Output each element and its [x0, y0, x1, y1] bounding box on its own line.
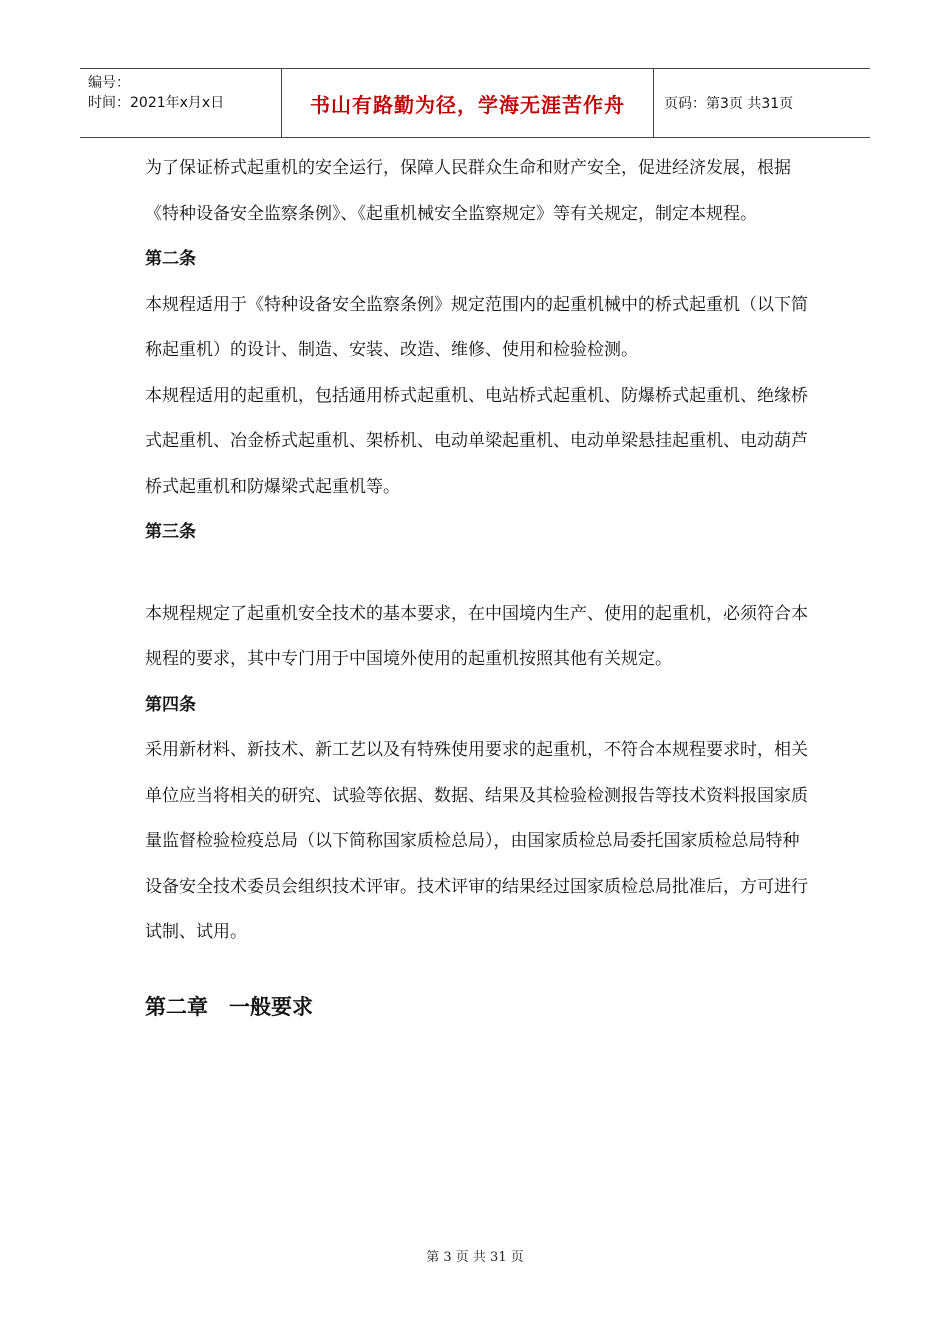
header-page-info: 页码：第3页 共31页 — [664, 96, 794, 112]
article-2-heading: 第二条 — [145, 249, 196, 269]
paragraph-purpose: 为了保证桥式起重机的安全运行，保障人民群众生命和财产安全，促进经济发展，根据《特种设备安全监察条例》、《起重机械安全监察规定》等有关规定，制定本规程。 — [145, 158, 791, 224]
spacer — [145, 556, 810, 592]
article-2-paragraph-1: 本规程适用于《特种设备安全监察条例》规定范围内的起重机械中的桥式起重机（以下简称起重机）的设计、制造、安装、改造、维修、使用和检验检测。 — [145, 294, 808, 360]
page-footer: 第 3 页 共 31 页 — [426, 1250, 524, 1265]
document-time-label: 时间：2021年x月x日 — [88, 95, 225, 111]
article-4-heading: 第四条 — [145, 694, 196, 715]
header-page-info-cell — [654, 69, 870, 137]
document-body — [145, 146, 810, 1022]
article-4-paragraph-1: 采用新材料、新技术、新工艺以及有特殊使用要求的起重机，不符合本规程要求时，相关单位应当将相关的研究、试验等依据、数据、结果及其检验检测报告等技术资料报国家质量监督检验检疫总局（以下简称国家质检总局），由国家质检总局委托国家质检总局特种设备安全技术委员会组织技术评审。技术评审的结果经过国家质检总局批准后，方可进行试制、试用。 — [145, 740, 808, 942]
article-2-paragraph-2: 本规程适用的起重机，包括通用桥式起重机、电站桥式起重机、防爆桥式起重机、绝缘桥式起重机、冶金桥式起重机、架桥机、电动单梁起重机、电动单梁悬挂起重机、电动葫芦桥式起重机和防爆梁式起重机等。 — [145, 385, 808, 497]
article-3-heading: 第三条 — [145, 522, 196, 542]
document-number-label: 编号： — [88, 75, 130, 91]
header-meta — [80, 69, 282, 137]
header-motto: 书山有路勤为径，学海无涯苦作舟 — [310, 92, 625, 117]
header-motto-cell — [282, 69, 654, 137]
article-3-paragraph-1: 本规程规定了起重机安全技术的基本要求，在中国境内生产、使用的起重机，必须符合本规程的要求，其中专门用于中国境外使用的起重机按照其他有关规定。 — [145, 603, 808, 669]
page-header — [80, 68, 870, 138]
chapter-2-heading: 第二章 一般要求 — [145, 994, 313, 1019]
